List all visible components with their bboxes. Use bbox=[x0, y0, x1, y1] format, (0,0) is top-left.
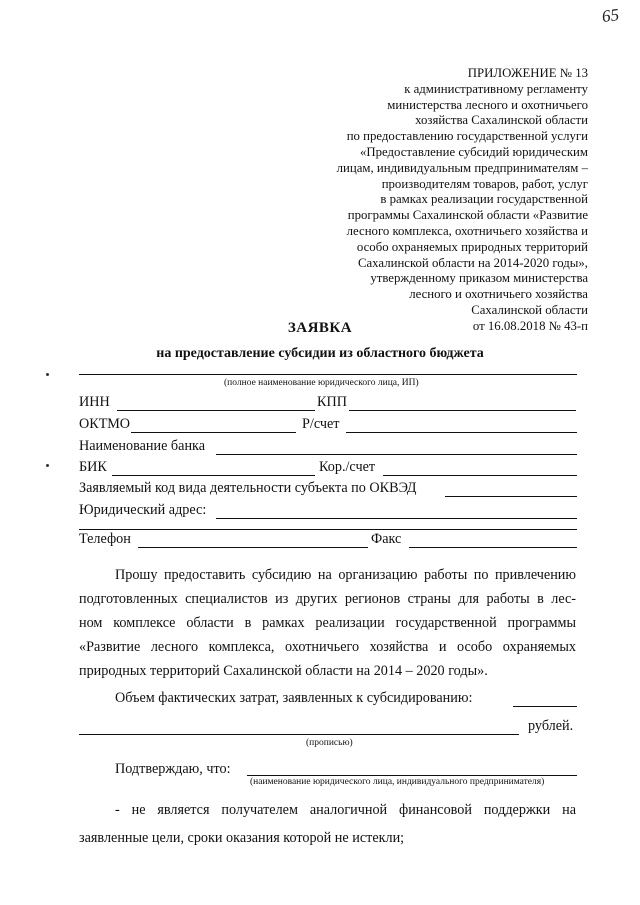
margin-mark bbox=[46, 373, 49, 376]
inn-label: ИНН bbox=[79, 394, 110, 410]
appendix-line: ПРИЛОЖЕНИЕ № 13 bbox=[467, 66, 588, 80]
request-line: подготовленных специалистов из других регионов страны для работы в лес- bbox=[79, 591, 576, 607]
appendix-line: к административному регламенту bbox=[404, 81, 588, 96]
costs-words-field[interactable] bbox=[79, 734, 519, 735]
account-field[interactable] bbox=[346, 432, 577, 433]
appendix-line: Сахалинской области bbox=[471, 302, 588, 317]
account-label: Р/счет bbox=[302, 416, 340, 432]
fax-label: Факс bbox=[371, 531, 402, 547]
appendix-line: лицам, индивидуальным предпринимателям – bbox=[336, 160, 588, 175]
fullname-caption: (полное наименование юридического лица, ИП) bbox=[224, 378, 419, 388]
appendix-line: лесного комплекса, охотничьего хозяйства и bbox=[346, 223, 588, 238]
costs-label: Объем фактических затрат, заявленных к субсидированию: bbox=[115, 690, 473, 706]
appendix-line: министерства лесного и охотничьего bbox=[387, 97, 588, 112]
appendix-line: хозяйства Сахалинской области bbox=[415, 113, 588, 128]
inn-field[interactable] bbox=[117, 410, 315, 411]
appendix-line: Сахалинской области на 2014-2020 годы», bbox=[357, 255, 588, 270]
document-subtitle: на предоставление субсидии из областного бюджета bbox=[156, 346, 484, 361]
corr-account-label: Кор./счет bbox=[319, 459, 376, 475]
currency-label: рублей. bbox=[528, 718, 574, 734]
oktmo-field[interactable] bbox=[131, 432, 296, 433]
bank-field[interactable] bbox=[216, 454, 577, 455]
appendix-line: по предоставлению государственной услуги bbox=[346, 129, 588, 144]
kpp-field[interactable] bbox=[349, 410, 576, 411]
fax-field[interactable] bbox=[409, 547, 577, 548]
appendix-line: в рамках реализации государственной bbox=[380, 192, 588, 207]
appendix-header bbox=[288, 66, 588, 335]
kpp-label: КПП bbox=[317, 394, 347, 410]
document-title: ЗАЯВКА bbox=[287, 320, 353, 336]
request-line: «Развитие лесного комплекса, охотничьего хозяйства и особо охраняемых bbox=[79, 639, 576, 655]
costs-amount-field[interactable] bbox=[513, 706, 577, 707]
confirm-caption: (наименование юридического лица, индивидуального предпринимателя) bbox=[250, 777, 545, 787]
address-field[interactable] bbox=[216, 518, 577, 519]
request-paragraph bbox=[79, 563, 576, 683]
appendix-line: «Предоставление субсидий юридическим bbox=[359, 144, 588, 159]
fullname-field[interactable] bbox=[79, 374, 577, 375]
phone-label: Телефон bbox=[79, 531, 131, 547]
margin-mark bbox=[46, 464, 49, 467]
address-field-line-2[interactable] bbox=[79, 529, 577, 530]
bik-label: БИК bbox=[79, 459, 107, 475]
bik-field[interactable] bbox=[112, 475, 315, 476]
appendix-line: программы Сахалинской области «Развитие bbox=[347, 208, 588, 223]
address-label: Юридический адрес: bbox=[79, 502, 207, 518]
phone-field[interactable] bbox=[138, 547, 368, 548]
confirm-line: - не является получателем аналогичной финансовой поддержки на bbox=[115, 802, 576, 818]
confirm-item-1 bbox=[79, 796, 576, 852]
appendix-line: от 16.08.2018 № 43-п bbox=[472, 318, 588, 333]
confirm-entity-field[interactable] bbox=[247, 775, 577, 776]
appendix-line: утвержденному приказом министерства bbox=[370, 271, 588, 286]
confirm-label: Подтверждаю, что: bbox=[115, 761, 231, 777]
appendix-line: производителям товаров, работ, услуг bbox=[381, 176, 588, 191]
bank-label: Наименование банка bbox=[79, 438, 206, 454]
request-line: ном комплексе области в рамках реализации государственной программы bbox=[79, 615, 576, 631]
okved-field[interactable] bbox=[445, 496, 577, 497]
costs-caption: (прописью) bbox=[306, 738, 353, 748]
okved-label: Заявляемый код вида деятельности субъекта по ОКВЭД bbox=[79, 480, 417, 496]
corr-account-field[interactable] bbox=[383, 475, 577, 476]
page-number: 65 bbox=[600, 4, 621, 27]
appendix-line: лесного и охотничьего хозяйства bbox=[409, 287, 588, 302]
request-line: природных территорий Сахалинской области на 2014 – 2020 годы». bbox=[79, 663, 488, 679]
oktmo-label: ОКТМО bbox=[79, 416, 131, 432]
confirm-line: заявленные цели, сроки оказания которой не истекли; bbox=[79, 830, 405, 846]
request-line: Прошу предоставить субсидию на организацию работы по привлечению bbox=[115, 567, 576, 583]
appendix-line: особо охраняемых природных территорий bbox=[356, 239, 588, 254]
